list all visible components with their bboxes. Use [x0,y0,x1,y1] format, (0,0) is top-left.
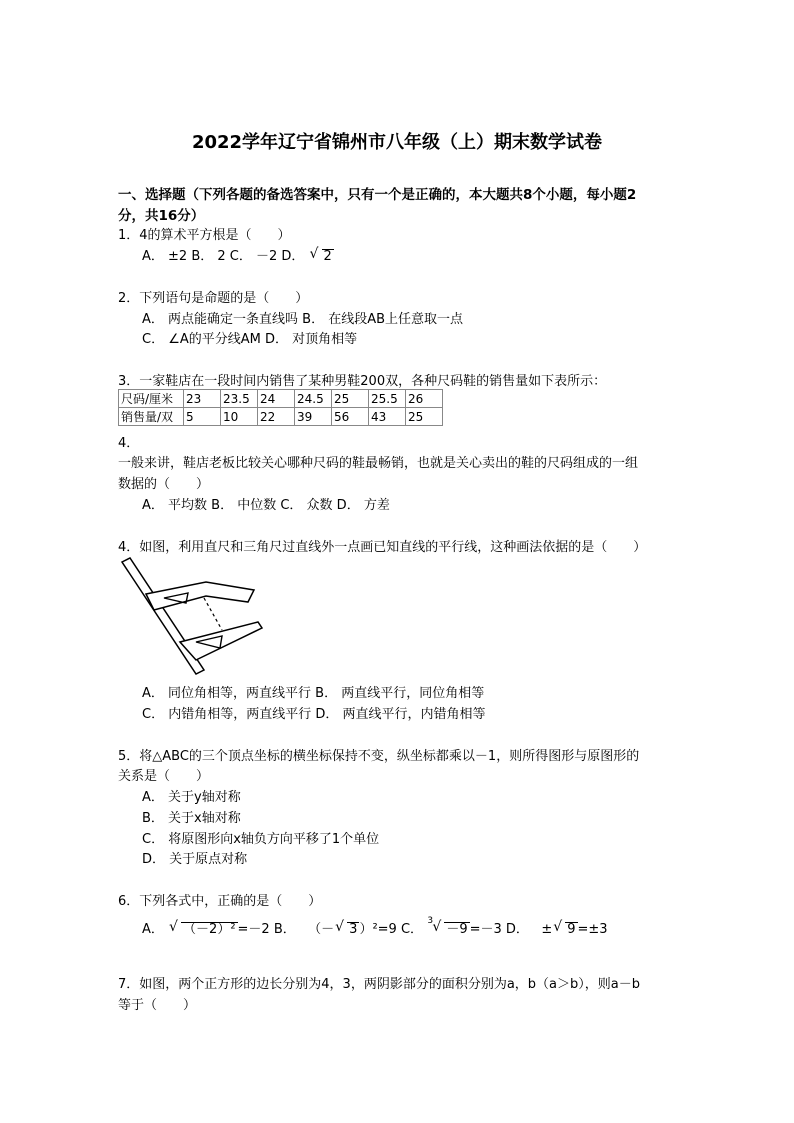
q6-d-prefix: ± [541,922,553,937]
table-cell: 26 [406,390,443,408]
q3-number: 4． [118,436,140,451]
table-cell: 24 [258,390,295,408]
q4-options-line2: C． 内错角相等，两直线平行 D． 两直线平行，内错角相等 [142,707,486,722]
table-cell: 25 [332,390,369,408]
q5-stem-line1: 5．将△ABC的三个顶点坐标的横坐标保持不变，纵坐标都乘以－1，则所得图形与原图形的 [118,749,640,764]
q4-stem: 4．如图，利用直尺和三角尺过直线外一点画已知直线的平行线，这种画法依据的是（ ） [118,540,647,555]
table-cell: 销售量/双 [119,408,184,426]
table-cell: 22 [258,408,295,426]
page-title: 2022学年辽宁省锦州市八年级（上）期末数学试卷 [191,132,603,153]
q7-stem-line1: 7．如图，两个正方形的边长分别为4，3，两阴影部分的面积分别为a，b（a＞b），则a－b [118,977,640,992]
q5-option-b: B． 关于x轴对称 [142,811,241,826]
q6-c-index: √ 3 [427,916,434,926]
table-cell: 25 [406,408,443,426]
q6-a-label: A． [142,922,164,937]
sqrt-radical [554,922,577,937]
table-row [119,408,443,426]
table-row [119,390,443,408]
sqrt-radical [336,922,359,937]
table-cell: 23 [184,390,221,408]
cube-root-radical [427,916,469,937]
table-cell: 10 [221,408,258,426]
q1-stem: 1．4的算术平方根是（ ） [118,228,291,243]
q6-a-rest: =－2 B． [237,922,296,937]
q7-stem-line2: 等于（ ） [118,998,197,1013]
q6-c-rest: =－3 D． [469,922,529,937]
q1-options-text: A． ±2 B． 2 C． －2 D． [142,249,305,264]
q6-options [142,918,608,937]
table-cell: 43 [369,408,406,426]
table-cell: 5 [184,408,221,426]
q6-stem: 6．下列各式中，正确的是（ ） [118,894,322,909]
table-cell: 39 [295,408,332,426]
q5-option-a: A． 关于y轴对称 [142,790,241,805]
sqrt-radical [311,249,334,264]
q1-options [142,245,334,264]
ruler-shape [122,558,204,674]
q1-opt-d-radicand: 2 [323,249,332,264]
q2-options-line1: A． 两点能确定一条直线吗 B． 在线段AB上任意取一点 [142,312,464,327]
table-cell: 56 [332,408,369,426]
table-cell: 25.5 [369,390,406,408]
q6-b-radicand: 3 [349,922,358,937]
q6-b-rest: ）²=9 C． [359,922,424,937]
ruler-triangle-figure [118,556,268,676]
table-cell: 尺码/厘米 [119,390,184,408]
q3-line2: 数据的（ ） [118,477,210,492]
size-sales-table [118,389,443,426]
q2-options-line2: C． ∠A的平分线AM D． 对顶角相等 [142,332,358,347]
q2-stem: 2．下列语句是命题的是（ ） [118,291,309,306]
table-cell: 23.5 [221,390,258,408]
q3-line1: 一般来讲，鞋店老板比较关心哪种尺码的鞋最畅销，也就是关心卖出的鞋的尺码组成的一组 [118,456,639,471]
q6-b-prefix: （－ [308,922,335,937]
section-heading-line1: 一、选择题（下列各题的备选答案中，只有一个是正确的，本大题共8个小题，每小题2 [118,187,637,203]
q6-c-radicand: －9 [446,922,468,937]
dashed-line [204,598,222,630]
q5-stem-line2: 关系是（ ） [118,769,210,784]
sqrt-radical [170,922,237,937]
q6-a-radicand: （－2）² [183,922,236,937]
q6-d-radicand: 9 [567,922,576,937]
q3-stem: 3．一家鞋店在一段时间内销售了某种男鞋200双，各种尺码鞋的销售量如下表所示： [118,374,607,389]
table-cell: 24.5 [295,390,332,408]
q4-options-line1: A． 同位角相等，两直线平行 B． 两直线平行，同位角相等 [142,686,485,701]
section-heading-line2: 分，共16分） [118,208,205,224]
q6-d-rest: =±3 [577,922,608,937]
set-square-upper [146,582,254,610]
q5-option-c: C． 将原图形向x轴负方向平移了1个单位 [142,832,380,847]
q3-options: A． 平均数 B． 中位数 C． 众数 D． 方差 [142,498,390,513]
q5-option-d: D． 关于原点对称 [142,852,248,867]
